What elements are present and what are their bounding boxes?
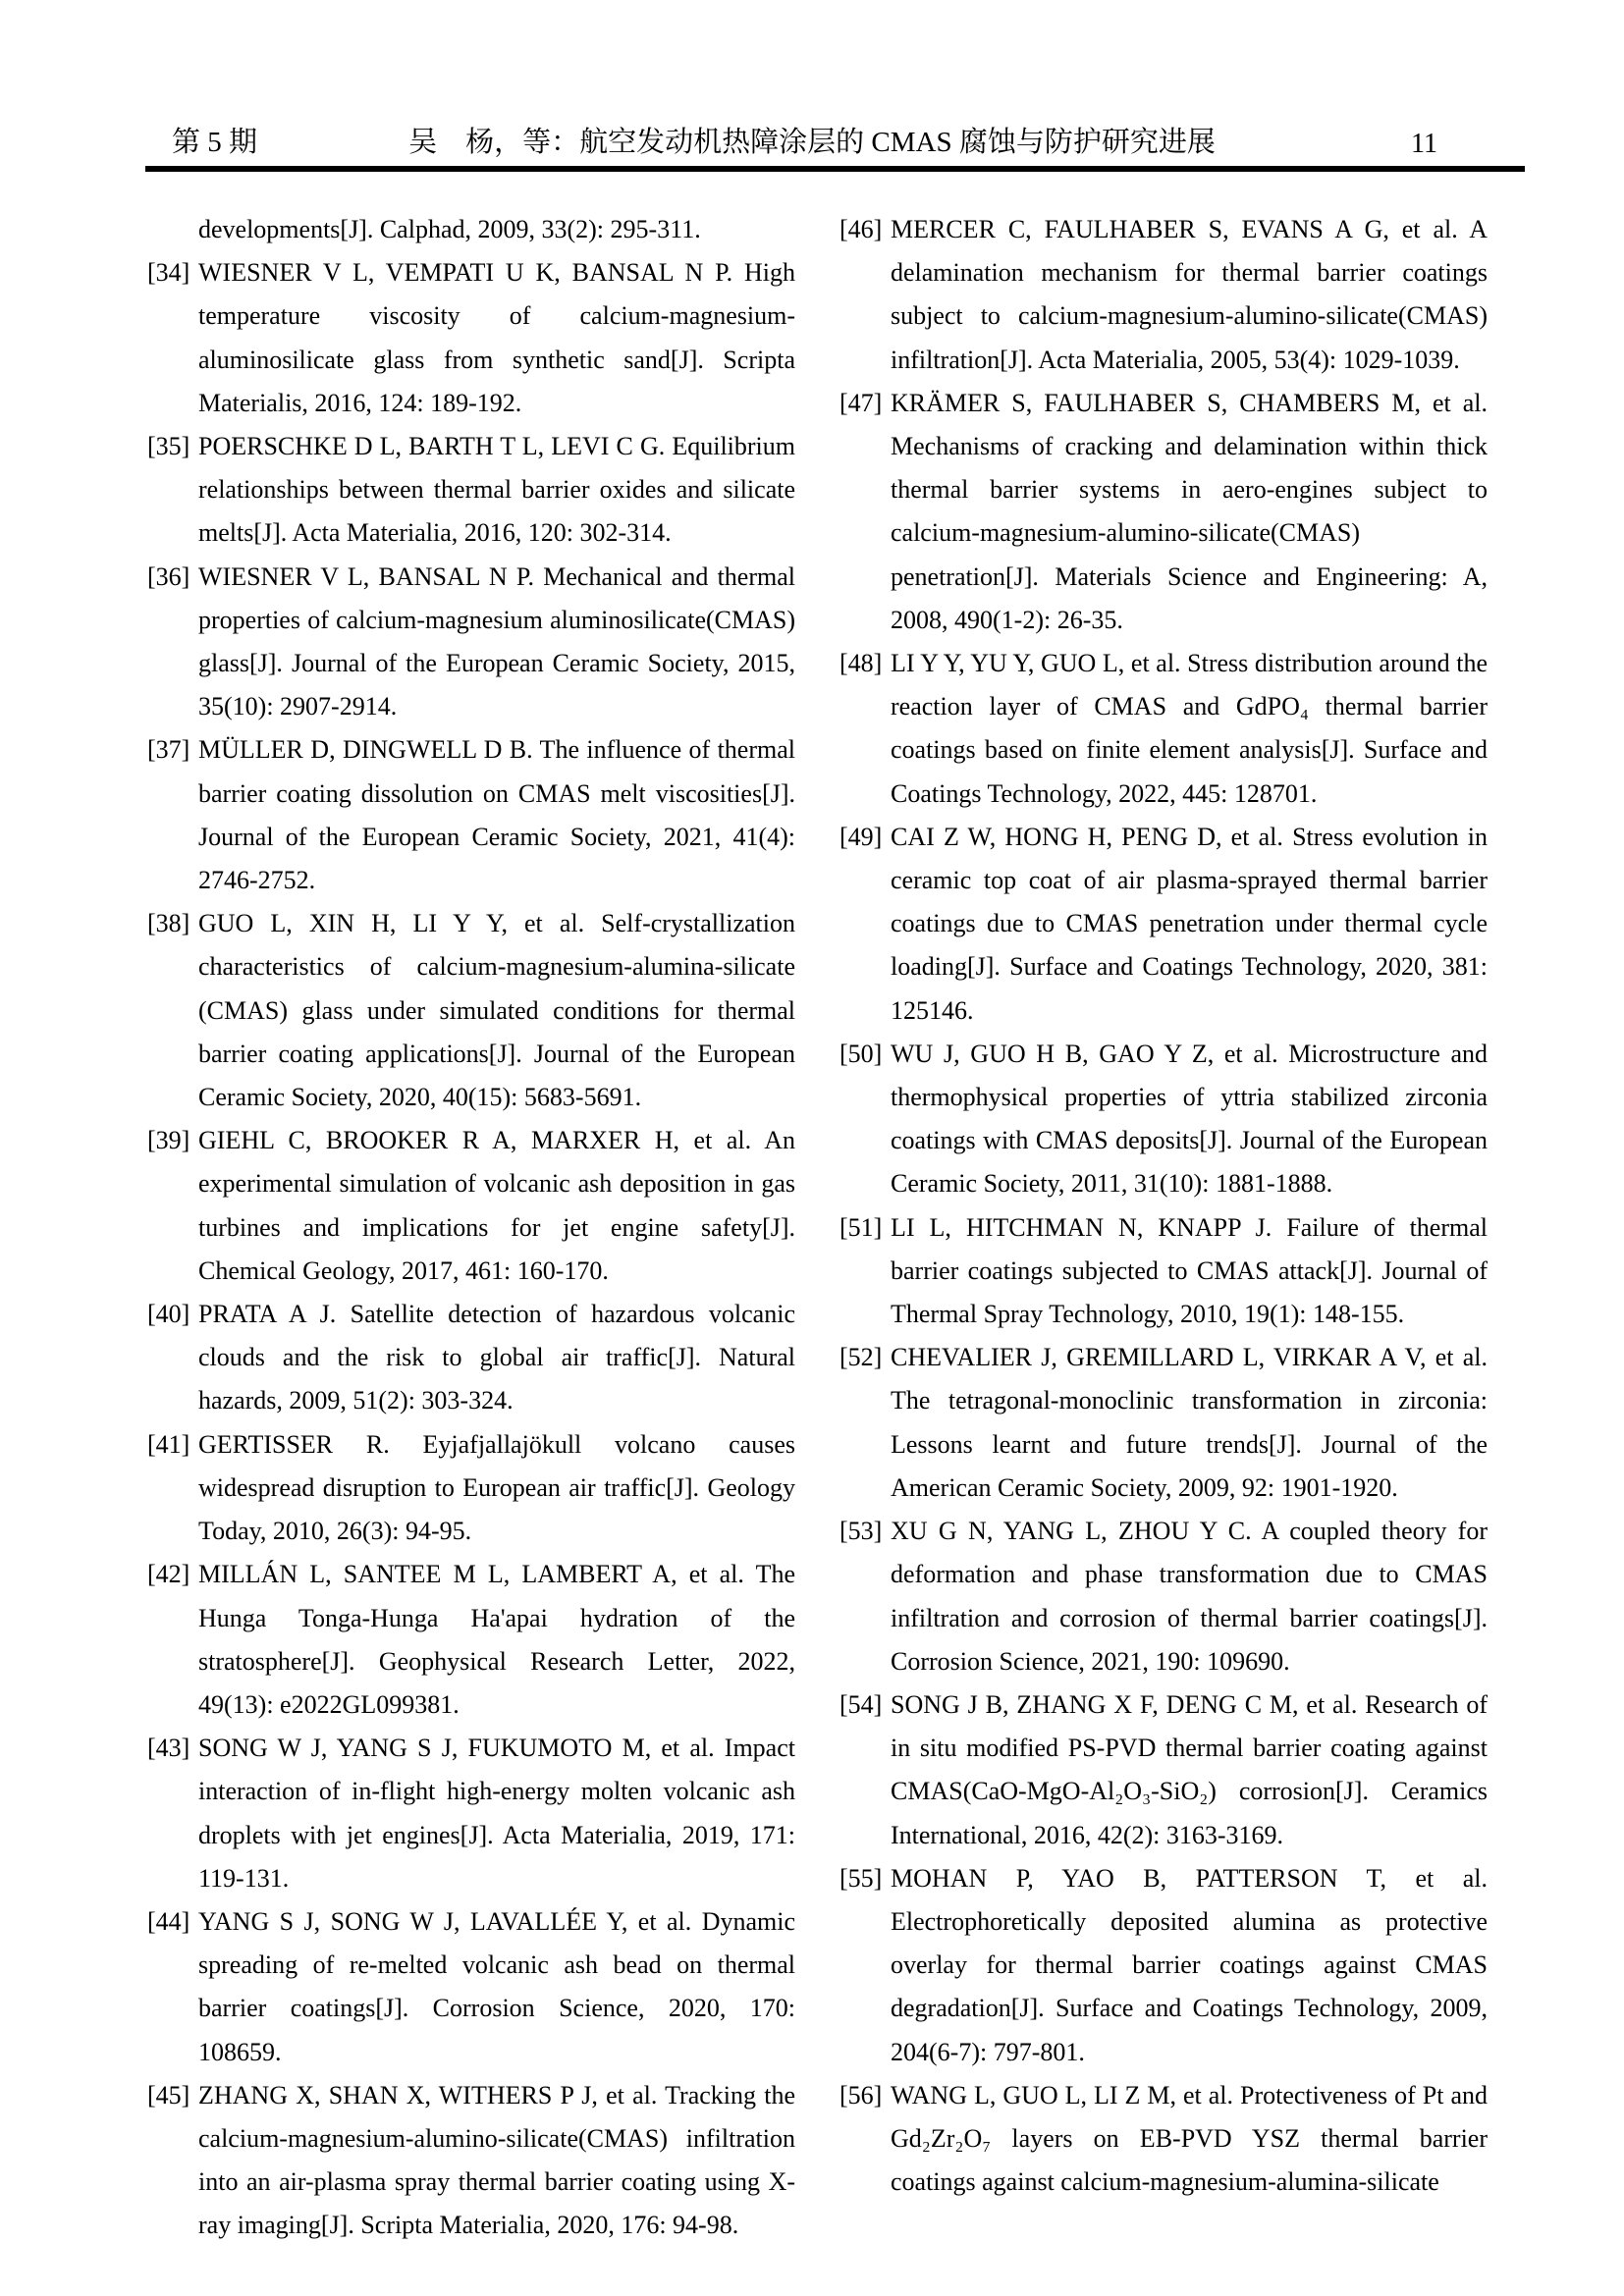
references-column-left — [147, 208, 795, 2248]
reference-text: POERSCHKE D L, BARTH T L, LEVI C G. Equilibrium relationships between thermal barrier oxides and silicate melts[J]. Acta Materialia, 2016, 120: 302-314. — [198, 432, 795, 548]
reference-entry — [839, 208, 1488, 382]
reference-number: [53] — [839, 1517, 883, 1546]
reference-entry — [839, 1206, 1488, 1337]
reference-entry — [839, 1033, 1488, 1206]
reference-text: developments[J]. Calphad, 2009, 33(2): 295-311. — [198, 215, 701, 243]
page-number: 11 — [1411, 129, 1437, 159]
header-rule — [145, 166, 1525, 172]
reference-entry — [839, 642, 1488, 816]
reference-text: PRATA A J. Satellite detection of hazardous volcanic clouds and the risk to global air traffic[J]. Natural hazards, 2009, 51(2): 303-324. — [198, 1300, 795, 1415]
reference-entry — [147, 556, 795, 729]
reference-entry — [839, 2074, 1488, 2205]
reference-text: MOHAN P, YAO B, PATTERSON T, et al. Electrophoretically deposited alumina as protective overlay for thermal barrier coatings against CMAS degradation[J]. Surface and Coatings Technology, 2009, 204(6-7): 797-801. — [891, 1863, 1488, 2066]
reference-number: [34] — [147, 258, 190, 288]
reference-number: [44] — [147, 1906, 190, 1936]
reference-number: [54] — [839, 1689, 883, 1719]
reference-text: WU J, GUO H B, GAO Y Z, et al. Microstructure and thermophysical properties of yttria stabilized zirconia coatings with CMAS deposits[J]. Journal of the European Ceramic Society, 2011, 31(10): 1881-1888. — [891, 1039, 1488, 1199]
reference-text: MILLÁN L, SANTEE M L, LAMBERT A, et al. The Hunga Tonga-Hunga Ha'apai hydration of the stratosphere[J]. Geophysical Research Letter, 2022, 49(13): e2022GL099381. — [198, 1560, 795, 1719]
reference-entry — [147, 1293, 795, 1423]
reference-entry — [839, 1336, 1488, 1510]
reference-number: [35] — [147, 432, 190, 461]
reference-entry — [839, 816, 1488, 1033]
reference-number: [38] — [147, 909, 190, 938]
reference-entry — [147, 1423, 795, 1554]
reference-number: [36] — [147, 561, 190, 591]
reference-text: WANG L, GUO L, LI Z M, et al. Protectiveness of Pt and Gd₂Zr₂O₇ layers on EB-PVD YSZ thermal barrier coatings against calcium-magnesium-alumina-silicate — [891, 2080, 1488, 2197]
reference-text: XU G N, YANG L, ZHOU Y C. A coupled theory for deformation and phase transformation due to CMAS infiltration and corrosion of thermal barrier coatings[J]. Corrosion Science, 2021, 190: 109690. — [891, 1517, 1488, 1676]
reference-entry — [839, 1857, 1488, 2074]
reference-text: KRÄMER S, FAULHABER S, CHAMBERS M, et al. Mechanisms of cracking and delamination within thick thermal barrier systems in aero-engines subject to calcium-magnesium-alumino-silicate(CMAS) penetration[J]. Materials Science and Engineering: A, 2008, 490(1-2): 26-35. — [891, 388, 1488, 634]
reference-text: GIEHL C, BROOKER R A, MARXER H, et al. An experimental simulation of volcanic ash deposition in gas turbines and implications for jet engine safety[J]. Chemical Geology, 2017, 461: 160-170. — [198, 1126, 795, 1285]
reference-text: WIESNER V L, VEMPATI U K, BANSAL N P. High temperature viscosity of calcium-magnesium-aluminosilicate glass from synthetic sand[J]. Scripta Materialis, 2016, 124: 189-192. — [198, 258, 795, 417]
reference-text: LI Y Y, YU Y, GUO L, et al. Stress distribution around the reaction layer of CMAS and GdPO₄ thermal barrier coatings based on finite element analysis[J]. Surface and Coatings Technology, 2022, 445: 128701. — [891, 649, 1488, 808]
reference-text: SONG W J, YANG S J, FUKUMOTO M, et al. Impact interaction of in-flight high-energy molten volcanic ash droplets with jet engines[J]. Acta Materialia, 2019, 171: 119-131. — [198, 1734, 795, 1893]
reference-text: LI L, HITCHMAN N, KNAPP J. Failure of thermal barrier coatings subjected to CMAS attack[J]. Journal of Thermal Spray Technology, 2010, 19(1): 148-155. — [891, 1212, 1488, 1329]
reference-entry — [839, 1510, 1488, 1683]
reference-number: [39] — [147, 1126, 190, 1155]
reference-number: [43] — [147, 1734, 190, 1763]
reference-text: CAI Z W, HONG H, PENG D, et al. Stress evolution in ceramic top coat of air plasma-sprayed thermal barrier coatings due to CMAS penetration under thermal cycle loading[J]. Surface and Coatings Technology, 2020, 381: 125146. — [891, 822, 1488, 1025]
reference-text: ZHANG X, SHAN X, WITHERS P J, et al. Tracking the calcium-magnesium-alumino-silicate(CMAS) infiltration into an air-plasma spray thermal barrier coating using X-ray imaging[J]. Scripta Materialia, 2020, 176: 94-98. — [198, 2080, 795, 2240]
reference-text: CHEVALIER J, GREMILLARD L, VIRKAR A V, et al. The tetragonal-monoclinic transformation in zirconia: Lessons learnt and future trends[J]. Journal of the American Ceramic Society, 2009, 92: 1901-1920. — [891, 1343, 1488, 1502]
issue-label: 第 5 期 — [172, 127, 258, 158]
reference-entry — [147, 902, 795, 1119]
reference-entry — [147, 208, 795, 251]
reference-text: SONG J B, ZHANG X F, DENG C M, et al. Research of in situ modified PS-PVD thermal barrier coating against CMAS(CaO-MgO-Al₂O₃-SiO₂) corrosion[J]. Ceramics International, 2016, 42(2): 3163-3169. — [891, 1689, 1488, 1849]
reference-number: [55] — [839, 1863, 883, 1893]
reference-number: [51] — [839, 1212, 883, 1242]
references-column-right — [839, 208, 1488, 2204]
reference-number: [46] — [839, 215, 883, 243]
reference-text: YANG S J, SONG W J, LAVALLÉE Y, et al. Dynamic spreading of re-melted volcanic ash bead on thermal barrier coatings[J]. Corrosion Science, 2020, 170: 108659. — [198, 1906, 795, 2066]
reference-text: GERTISSER R. Eyjafjallajökull volcano causes widespread disruption to European air traffic[J]. Geology Today, 2010, 26(3): 94-95. — [198, 1429, 795, 1546]
reference-number: [48] — [839, 649, 883, 678]
reference-text: GUO L, XIN H, LI Y Y, et al. Self-crystallization characteristics of calcium-magnesium-alumina-silicate (CMAS) glass under simulated conditions for thermal barrier coating applications[J]. Journal of the European Ceramic Society, 2020, 40(15): 5683-5691. — [198, 909, 795, 1112]
reference-number: [42] — [147, 1560, 190, 1589]
page-header — [0, 121, 1624, 164]
reference-entry — [147, 1553, 795, 1727]
reference-number: [37] — [147, 735, 190, 765]
reference-number: [45] — [147, 2080, 190, 2109]
reference-text: WIESNER V L, BANSAL N P. Mechanical and thermal properties of calcium-magnesium aluminosilicate(CMAS) glass[J]. Journal of the European Ceramic Society, 2015, 35(10): 2907-2914. — [198, 561, 795, 721]
reference-number: [40] — [147, 1300, 190, 1329]
reference-entry — [147, 728, 795, 902]
reference-number: [41] — [147, 1429, 190, 1459]
reference-text: MERCER C, FAULHABER S, EVANS A G, et al. A delamination mechanism for thermal barrier coatings subject to calcium-magnesium-alumino-silicate(CMAS) infiltration[J]. Acta Materialia, 2005, 53(4): 1029-1039. — [891, 215, 1488, 374]
reference-entry — [147, 1900, 795, 2074]
reference-entry — [147, 1119, 795, 1293]
reference-entry — [147, 425, 795, 556]
reference-number: [50] — [839, 1039, 883, 1068]
reference-text: MÜLLER D, DINGWELL D B. The influence of thermal barrier coating dissolution on CMAS melt viscosities[J]. Journal of the European Ceramic Society, 2021, 41(4): 2746-2752. — [198, 735, 795, 895]
reference-entry — [147, 2074, 795, 2248]
reference-number: [56] — [839, 2080, 883, 2109]
reference-entry — [147, 251, 795, 425]
reference-number: [52] — [839, 1343, 883, 1372]
reference-number: [47] — [839, 388, 883, 417]
running-title: 吴 杨，等：航空发动机热障涂层的 CMAS 腐蚀与防护研究进展 — [408, 127, 1216, 158]
reference-number: [49] — [839, 822, 883, 851]
reference-entry — [839, 1683, 1488, 1857]
reference-entry — [839, 382, 1488, 642]
reference-entry — [147, 1727, 795, 1900]
